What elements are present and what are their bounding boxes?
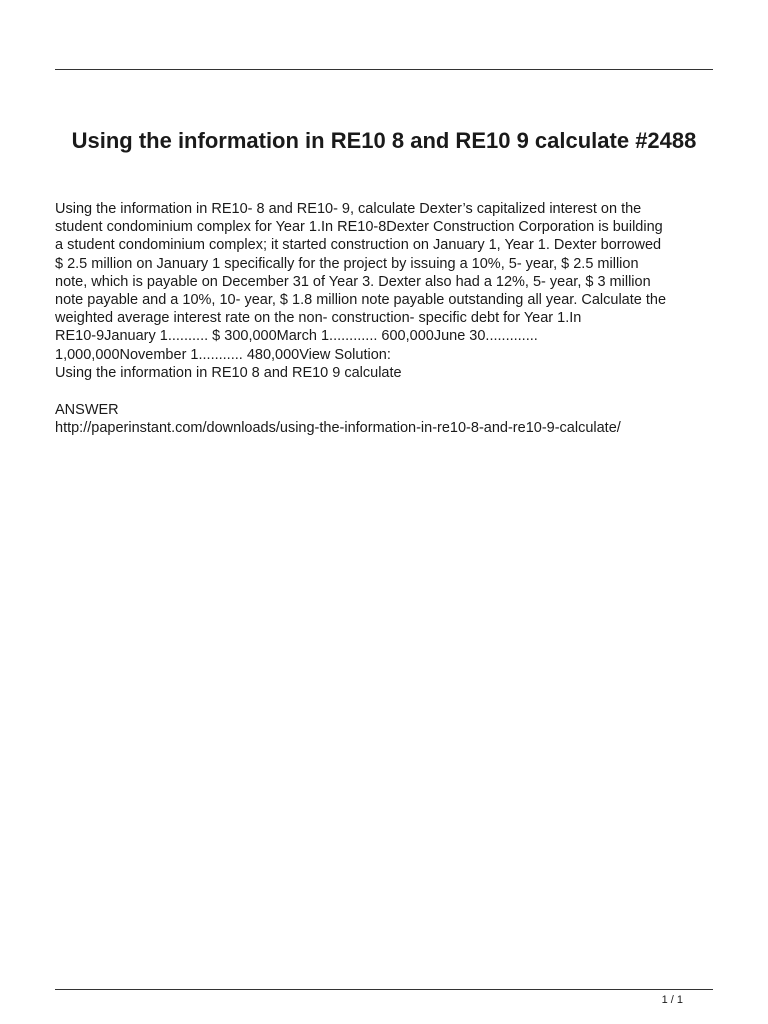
body-line: 1,000,000November 1........... 480,000View Solution: [55,346,391,363]
body-line: RE10-9January 1.......... $ 300,000March 1............ 600,000June 30............. [55,328,538,345]
document-title: Using the information in RE10 8 and RE10 9 calculate #2488 [71,128,697,153]
header-rule [55,69,713,70]
body-line: Using the information in RE10 8 and RE10 9 calculate [55,364,402,381]
body-line: weighted average interest rate on the non- construction- specific debt for Year 1.In [55,310,582,327]
body-line: note, which is payable on December 31 of Year 3. Dexter also had a 12%, 5- year, $ 3 million [55,273,651,290]
body-line: student condominium complex for Year 1.In RE10-8Dexter Construction Corporation is building [55,219,663,236]
footer-rule [55,989,713,990]
body-line: $ 2.5 million on January 1 specifically for the project by issuing a 10%, 5- year, $ 2.5 million [55,255,639,272]
document-body [55,200,715,382]
page-indicator: 1 / 1 [661,994,683,1006]
answer-link[interactable]: http://paperinstant.com/downloads/using-the-information-in-re10-8-and-re10-9-calculate/ [55,420,621,437]
answer-label: ANSWER [55,402,119,418]
body-line: note payable and a 10%, 10- year, $ 1.8 million note payable outstanding all year. Calculate the [55,292,667,309]
answer-section [55,401,715,437]
body-line: Using the information in RE10- 8 and RE10- 9, calculate Dexter’s capitalized interest on the [55,201,642,217]
body-line: a student condominium complex; it started construction on January 1, Year 1. Dexter borrowed [55,237,662,254]
